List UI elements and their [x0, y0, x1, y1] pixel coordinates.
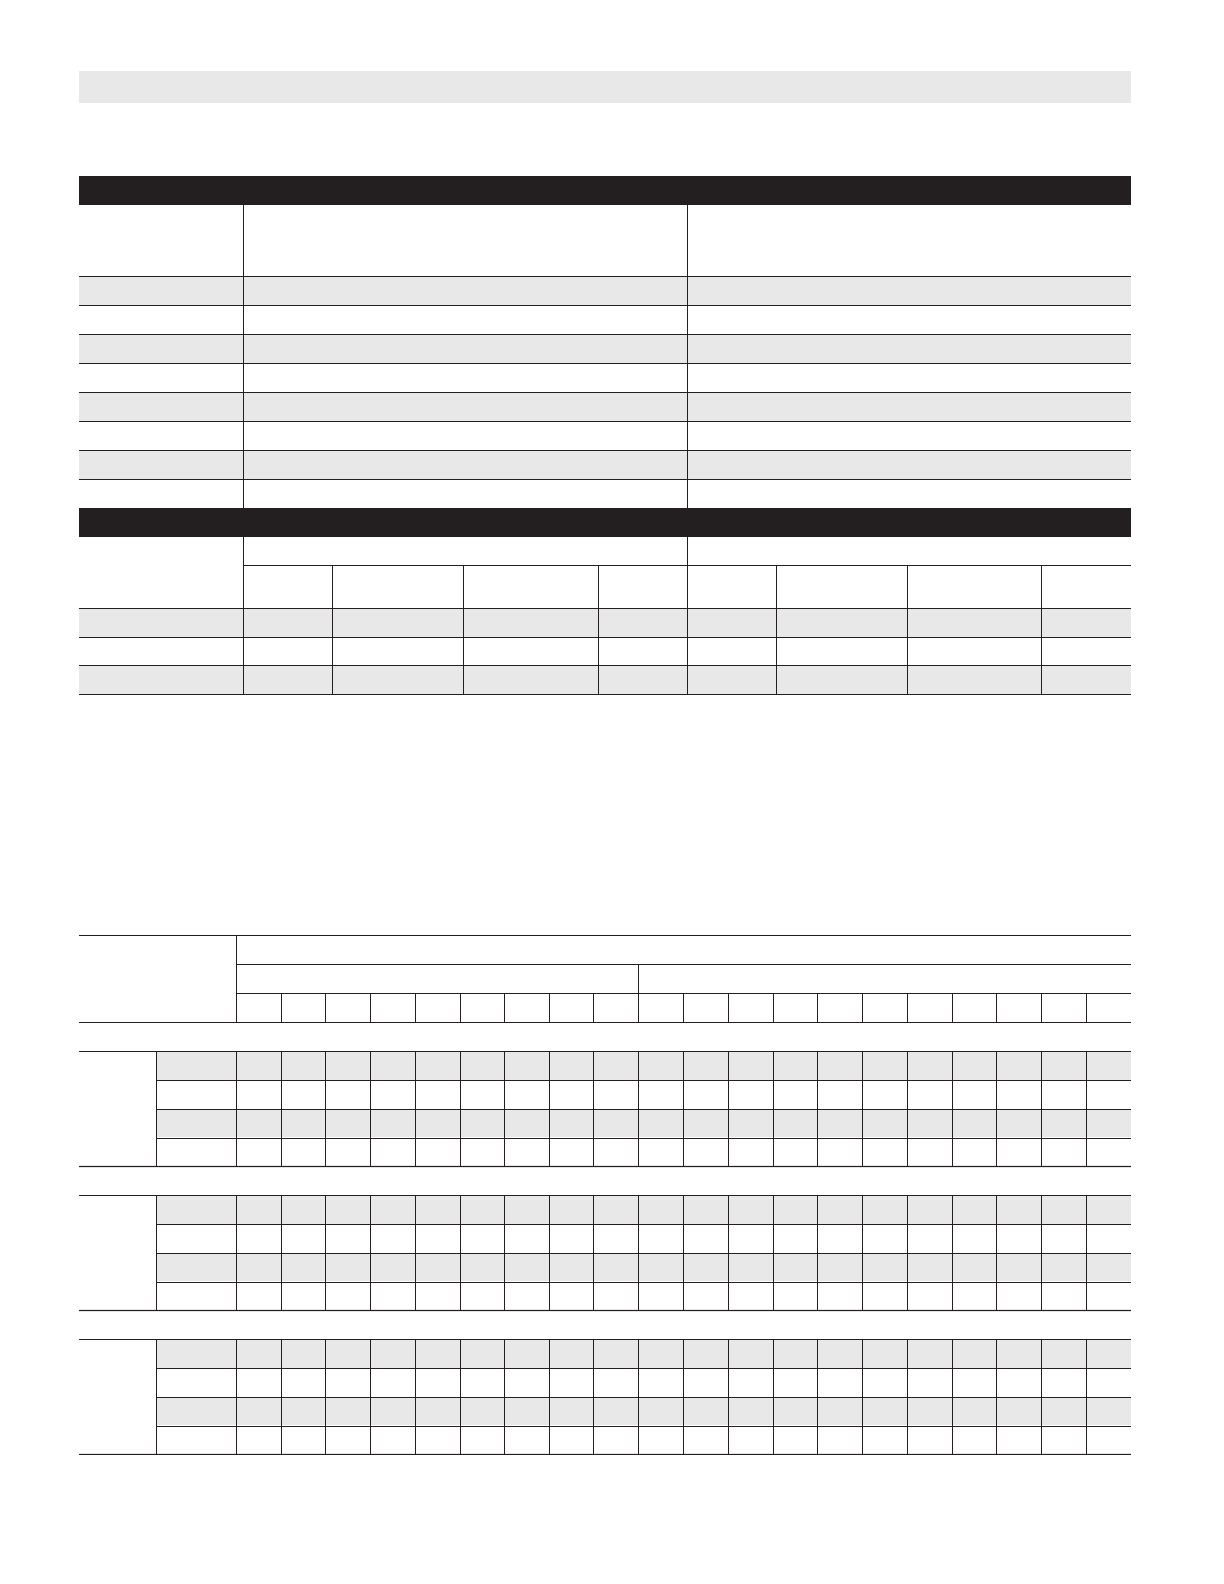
table-row	[79, 277, 1131, 305]
table-1-header-row	[79, 205, 1131, 276]
table-2-title-bar	[79, 508, 1131, 537]
table-2	[79, 508, 1131, 695]
table-1	[79, 176, 1131, 509]
table-row	[79, 335, 1131, 363]
header-band	[79, 71, 1131, 103]
table-row	[79, 609, 1131, 637]
table-row	[79, 393, 1131, 421]
table-row	[79, 666, 1131, 694]
table-3-grid	[79, 935, 1131, 1455]
table-row	[79, 451, 1131, 479]
table-1-title-bar	[79, 176, 1131, 205]
